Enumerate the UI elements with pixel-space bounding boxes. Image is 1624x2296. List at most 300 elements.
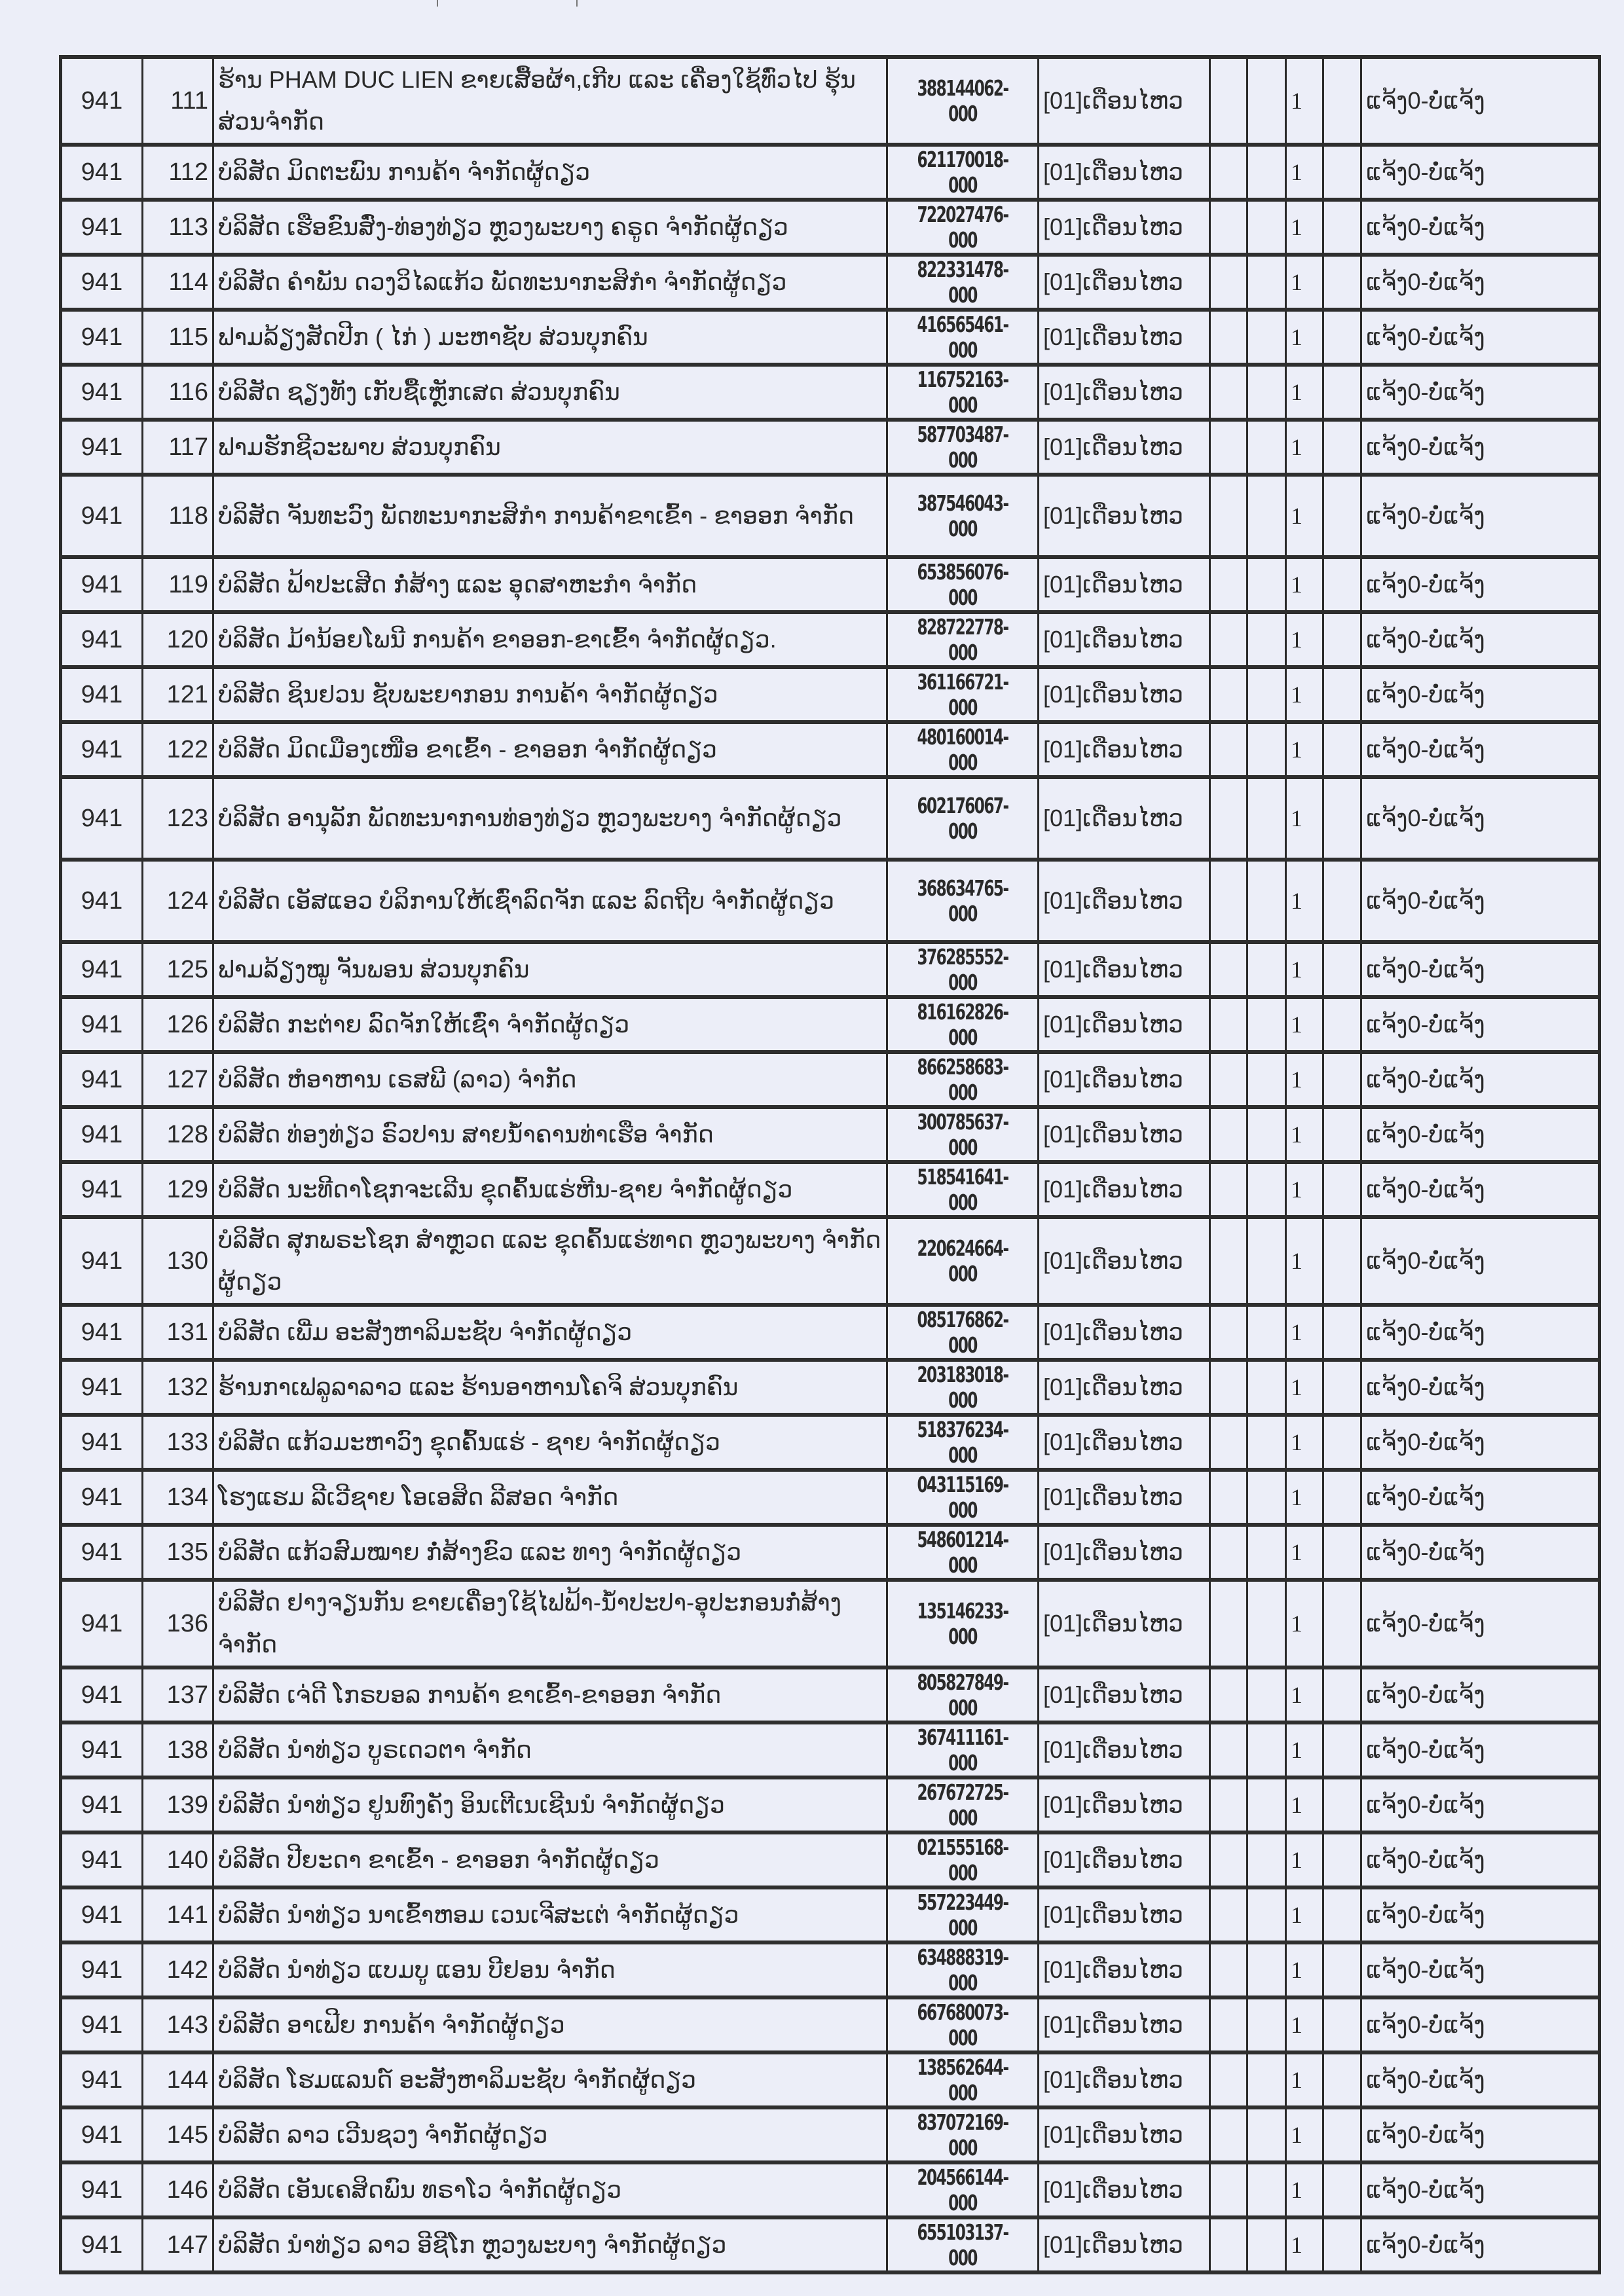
empty-cell	[1323, 667, 1361, 722]
business-name-cell: ບໍລິສັດ ນຳທ່ຽວ ນາເຂົ້າຫອມ ເວນເຈີສະເຕ່ ຈຳກັດຜູ້ດຽວ	[213, 1887, 887, 1942]
empty-cell	[1323, 365, 1361, 420]
tax-id-text: 416565461-000	[917, 312, 1008, 363]
business-name-cell: ບໍລິສັດ ມິດເມືອງເໜືອ ຂາເຂົ້າ - ຂາອອກ ຈຳກັດຜູ້ດຽວ	[213, 722, 887, 777]
sector-code-cell: 941	[61, 255, 143, 310]
sequence-number-cell: 142	[143, 1942, 213, 1997]
tax-id-cell	[887, 365, 1039, 420]
declaration-status-cell: ແຈ້ງ0-ບໍ່ແຈ້ງ	[1361, 1942, 1600, 1997]
business-name-cell: ຮ້ານ PHAM DUC LIEN ຂາຍເສື້ອຜ້າ,ເກີບ ແລະ ເຄື່ອງໃຊ້ທົ່ວໄປ ຮຸ້ນສ່ວນຈຳກັດ	[213, 57, 887, 145]
tax-id-text: 518376234-000	[917, 1417, 1008, 1468]
tax-id-cell	[887, 1470, 1039, 1525]
sequence-number-cell: 115	[143, 310, 213, 365]
sector-code-cell: 941	[61, 1470, 143, 1525]
sequence-number-cell: 130	[143, 1217, 213, 1305]
table-row	[61, 1667, 1600, 1722]
sector-code-cell: 941	[61, 1360, 143, 1415]
declaration-status-cell: ແຈ້ງ0-ບໍ່ແຈ້ງ	[1361, 475, 1600, 557]
table-row	[61, 1415, 1600, 1470]
tax-id-text: 361166721-000	[917, 669, 1008, 720]
declaration-frequency-cell: [01]ເດືອນໄຫວ	[1039, 1470, 1210, 1525]
declaration-status-cell: ແຈ້ງ0-ບໍ່ແຈ້ງ	[1361, 145, 1600, 200]
tax-id-text: 653856076-000	[917, 559, 1008, 610]
table-row	[61, 860, 1600, 942]
empty-cell	[1247, 475, 1286, 557]
business-name-cell: ບໍລິສັດ ນຳທ່ຽວ ຢູນທົງຄັງ ອິນເຕີເນເຊີນນໍ ຈຳກັດຜູ້ດຽວ	[213, 1777, 887, 1832]
table-row	[61, 1360, 1600, 1415]
business-name-cell: ບໍລິສັດ ຊຽງທັງ ເກັບຊື້ເຫຼັກເສດ ສ່ວນບຸກຄົນ	[213, 365, 887, 420]
empty-cell	[1247, 57, 1286, 145]
business-name-cell: ບໍລິສັດ ຄຳພັນ ດວງວິໄລແກ້ວ ພັດທະນາກະສິກຳ ຈຳກັດຜູ້ດຽວ	[213, 255, 887, 310]
empty-cell	[1323, 1942, 1361, 1997]
empty-cell	[1210, 1107, 1247, 1162]
table-row	[61, 1107, 1600, 1162]
empty-cell	[1323, 777, 1361, 860]
declaration-status-cell: ແຈ້ງ0-ບໍ່ແຈ້ງ	[1361, 1470, 1600, 1525]
tax-id-cell	[887, 145, 1039, 200]
table-row	[61, 2217, 1600, 2272]
sector-code-cell: 941	[61, 200, 143, 255]
business-name-cell: ບໍລິສັດ ເຈ່ດີ ໂກຣບອລ ການຄ້າ ຂາເຂົ້າ-ຂາອອກ ຈຳກັດ	[213, 1667, 887, 1722]
empty-cell	[1323, 860, 1361, 942]
business-name-cell: ໂຮງແຮມ ລີເວີຊາຍ ໂອເອສິດ ລີສອດ ຈຳກັດ	[213, 1470, 887, 1525]
business-name-cell: ບໍລິສັດ ແກ້ວສົມໝາຍ ກໍ່ສ້າງຂົວ ແລະ ທາງ ຈຳກັດຜູ້ດຽວ	[213, 1525, 887, 1580]
sequence-number-cell: 126	[143, 997, 213, 1052]
business-name-cell: ບໍລິສັດ ນຳທ່ຽວ ບູຣເດວຕາ ຈຳກັດ	[213, 1722, 887, 1777]
tax-id-text: 138562644-000	[917, 2054, 1008, 2105]
declaration-frequency-cell: [01]ເດືອນໄຫວ	[1039, 1580, 1210, 1667]
tax-id-text: 822331478-000	[917, 257, 1008, 308]
tax-id-cell	[887, 557, 1039, 612]
count-cell: 1	[1286, 557, 1323, 612]
count-cell: 1	[1286, 667, 1323, 722]
count-cell: 1	[1286, 860, 1323, 942]
table-row	[61, 2107, 1600, 2162]
count-cell: 1	[1286, 1470, 1323, 1525]
sequence-number-cell: 133	[143, 1415, 213, 1470]
tax-id-text: 548601214-000	[917, 1527, 1008, 1578]
tax-id-cell	[887, 1052, 1039, 1107]
business-name-cell: ບໍລິສັດ ປີຍະດາ ຂາເຂົ້າ - ຂາອອກ ຈຳກັດຜູ້ດຽວ	[213, 1832, 887, 1887]
tax-id-cell	[887, 1107, 1039, 1162]
declaration-status-cell: ແຈ້ງ0-ບໍ່ແຈ້ງ	[1361, 420, 1600, 475]
declaration-status-cell: ແຈ້ງ0-ບໍ່ແຈ້ງ	[1361, 722, 1600, 777]
declaration-status-cell: ແຈ້ງ0-ບໍ່ແຈ້ງ	[1361, 1777, 1600, 1832]
declaration-status-cell: ແຈ້ງ0-ບໍ່ແຈ້ງ	[1361, 1415, 1600, 1470]
empty-cell	[1247, 942, 1286, 997]
business-name-cell: ບໍລິສັດ ນຳທ່ຽວ ແບມບູ ແອນ ບີຢອນ ຈຳກັດ	[213, 1942, 887, 1997]
tax-id-text: 587703487-000	[917, 422, 1008, 473]
tax-id-text: 866258683-000	[917, 1054, 1008, 1105]
declaration-status-cell: ແຈ້ງ0-ບໍ່ແຈ້ງ	[1361, 200, 1600, 255]
empty-cell	[1247, 2107, 1286, 2162]
tax-id-text: 116752163-000	[917, 367, 1008, 418]
business-name-cell: ບໍລິສັດ ອານຸລັກ ພັດທະນາການທ່ອງທ່ຽວ ຫຼວງພະບາງ ຈຳກັດຜູ້ດຽວ	[213, 777, 887, 860]
sequence-number-cell: 118	[143, 475, 213, 557]
table-row	[61, 777, 1600, 860]
table-row	[61, 1997, 1600, 2052]
sector-code-cell: 941	[61, 777, 143, 860]
table-row	[61, 1832, 1600, 1887]
table-row	[61, 1580, 1600, 1667]
tax-id-cell	[887, 1942, 1039, 1997]
count-cell: 1	[1286, 255, 1323, 310]
sector-code-cell: 941	[61, 1525, 143, 1580]
empty-cell	[1247, 145, 1286, 200]
business-name-cell: ບໍລິສັດ ແກ້ວມະຫາວົງ ຂຸດຄົ້ນແຮ່ - ຊາຍ ຈຳກັດຜູ້ດຽວ	[213, 1415, 887, 1470]
empty-cell	[1323, 1722, 1361, 1777]
declaration-status-cell: ແຈ້ງ0-ບໍ່ແຈ້ງ	[1361, 1667, 1600, 1722]
sequence-number-cell: 140	[143, 1832, 213, 1887]
empty-cell	[1247, 777, 1286, 860]
empty-cell	[1247, 557, 1286, 612]
empty-cell	[1247, 997, 1286, 1052]
empty-cell	[1210, 1415, 1247, 1470]
empty-cell	[1247, 612, 1286, 667]
tax-id-cell	[887, 1997, 1039, 2052]
declaration-frequency-cell: [01]ເດືອນໄຫວ	[1039, 1360, 1210, 1415]
sector-code-cell: 941	[61, 722, 143, 777]
tax-id-cell	[887, 1162, 1039, 1217]
count-cell: 1	[1286, 2217, 1323, 2272]
tax-id-cell	[887, 1777, 1039, 1832]
declaration-frequency-cell: [01]ເດືອນໄຫວ	[1039, 557, 1210, 612]
tax-id-cell	[887, 2052, 1039, 2107]
count-cell: 1	[1286, 200, 1323, 255]
count-cell: 1	[1286, 1107, 1323, 1162]
declaration-status-cell: ແຈ້ງ0-ບໍ່ແຈ້ງ	[1361, 777, 1600, 860]
tax-id-text: 367411161-000	[917, 1724, 1008, 1776]
declaration-frequency-cell: [01]ເດືອນໄຫວ	[1039, 145, 1210, 200]
count-cell: 1	[1286, 1525, 1323, 1580]
table-row	[61, 667, 1600, 722]
sequence-number-cell: 122	[143, 722, 213, 777]
business-name-cell: ບໍລິສັດ ນຳທ່ຽວ ລາວ ອີຊີໂກ ຫຼວງພະບາງ ຈຳກັດຜູ້ດຽວ	[213, 2217, 887, 2272]
empty-cell	[1247, 420, 1286, 475]
empty-cell	[1210, 310, 1247, 365]
sector-code-cell: 941	[61, 1887, 143, 1942]
count-cell: 1	[1286, 1942, 1323, 1997]
empty-cell	[1210, 722, 1247, 777]
empty-cell	[1323, 200, 1361, 255]
empty-cell	[1247, 1525, 1286, 1580]
tax-id-cell	[887, 722, 1039, 777]
tax-id-text: 388144062-000	[917, 75, 1008, 126]
count-cell: 1	[1286, 2162, 1323, 2217]
tax-id-text: 602176067-000	[917, 793, 1008, 844]
sector-code-cell: 941	[61, 1777, 143, 1832]
count-cell: 1	[1286, 1162, 1323, 1217]
sector-code-cell: 941	[61, 2217, 143, 2272]
sequence-number-cell: 123	[143, 777, 213, 860]
empty-cell	[1247, 1832, 1286, 1887]
count-cell: 1	[1286, 1887, 1323, 1942]
tax-id-cell	[887, 200, 1039, 255]
declaration-frequency-cell: [01]ເດືອນໄຫວ	[1039, 310, 1210, 365]
count-cell: 1	[1286, 1360, 1323, 1415]
business-name-cell: ບໍລິສັດ ກະຕ່າຍ ລົດຈັກໃຫ້ເຊົ່າ ຈຳກັດຜູ້ດຽວ	[213, 997, 887, 1052]
tax-id-cell	[887, 777, 1039, 860]
tax-id-cell	[887, 2107, 1039, 2162]
sequence-number-cell: 134	[143, 1470, 213, 1525]
count-cell: 1	[1286, 1777, 1323, 1832]
count-cell: 1	[1286, 1722, 1323, 1777]
empty-cell	[1323, 1305, 1361, 1360]
empty-cell	[1210, 612, 1247, 667]
empty-cell	[1323, 310, 1361, 365]
empty-cell	[1247, 1942, 1286, 1997]
empty-cell	[1210, 1942, 1247, 1997]
empty-cell	[1247, 1997, 1286, 2052]
declaration-frequency-cell: [01]ເດືອນໄຫວ	[1039, 2052, 1210, 2107]
table-row	[61, 2162, 1600, 2217]
empty-cell	[1247, 1305, 1286, 1360]
count-cell: 1	[1286, 365, 1323, 420]
declaration-status-cell: ແຈ້ງ0-ບໍ່ແຈ້ງ	[1361, 2052, 1600, 2107]
table-row	[61, 255, 1600, 310]
count-cell: 1	[1286, 420, 1323, 475]
table-row	[61, 2052, 1600, 2107]
empty-cell	[1247, 365, 1286, 420]
tax-id-text: 368634765-000	[917, 875, 1008, 926]
empty-cell	[1210, 1470, 1247, 1525]
tax-id-text: 387546043-000	[917, 490, 1008, 541]
sector-code-cell: 941	[61, 1997, 143, 2052]
empty-cell	[1210, 1997, 1247, 2052]
tax-id-cell	[887, 1525, 1039, 1580]
tax-id-cell	[887, 1580, 1039, 1667]
empty-cell	[1210, 1052, 1247, 1107]
sector-code-cell: 941	[61, 1415, 143, 1470]
empty-cell	[1323, 1052, 1361, 1107]
empty-cell	[1210, 475, 1247, 557]
declaration-status-cell: ແຈ້ງ0-ບໍ່ແຈ້ງ	[1361, 1525, 1600, 1580]
sector-code-cell: 941	[61, 475, 143, 557]
declaration-status-cell: ແຈ້ງ0-ບໍ່ແຈ້ງ	[1361, 1162, 1600, 1217]
empty-cell	[1323, 1997, 1361, 2052]
table-row	[61, 557, 1600, 612]
empty-cell	[1323, 57, 1361, 145]
empty-cell	[1247, 722, 1286, 777]
declaration-status-cell: ແຈ້ງ0-ບໍ່ແຈ້ງ	[1361, 997, 1600, 1052]
empty-cell	[1247, 1217, 1286, 1305]
tax-id-text: 135146233-000	[917, 1598, 1008, 1649]
sequence-number-cell: 128	[143, 1107, 213, 1162]
count-cell: 1	[1286, 942, 1323, 997]
tax-id-text: 655103137-000	[917, 2219, 1008, 2270]
empty-cell	[1210, 1887, 1247, 1942]
empty-cell	[1210, 255, 1247, 310]
empty-cell	[1210, 2162, 1247, 2217]
empty-cell	[1323, 2107, 1361, 2162]
declaration-frequency-cell: [01]ເດືອນໄຫວ	[1039, 667, 1210, 722]
tax-id-text: 203183018-000	[917, 1362, 1008, 1413]
empty-cell	[1247, 2217, 1286, 2272]
business-name-cell: ບໍລິສັດ ເຮືອຂົນສົ່ງ-ທ່ອງທ່ຽວ ຫຼວງພະບາງ ຄຣູດ ຈຳກັດຜູ້ດຽວ	[213, 200, 887, 255]
tax-id-cell	[887, 1415, 1039, 1470]
empty-cell	[1247, 1052, 1286, 1107]
sector-code-cell: 941	[61, 2052, 143, 2107]
count-cell: 1	[1286, 1667, 1323, 1722]
empty-cell	[1323, 1887, 1361, 1942]
sequence-number-cell: 129	[143, 1162, 213, 1217]
tax-id-text: 220624664-000	[917, 1235, 1008, 1286]
sector-code-cell: 941	[61, 1580, 143, 1667]
declaration-frequency-cell: [01]ເດືອນໄຫວ	[1039, 200, 1210, 255]
empty-cell	[1247, 200, 1286, 255]
declaration-frequency-cell: [01]ເດືອນໄຫວ	[1039, 1162, 1210, 1217]
business-name-cell: ຟາມລ້ຽງໝູ ຈັນພອນ ສ່ວນບຸກຄົນ	[213, 942, 887, 997]
table-row	[61, 475, 1600, 557]
empty-cell	[1210, 1722, 1247, 1777]
sector-code-cell: 941	[61, 1667, 143, 1722]
declaration-status-cell: ແຈ້ງ0-ບໍ່ແຈ້ງ	[1361, 860, 1600, 942]
tax-id-text: 043115169-000	[917, 1472, 1008, 1523]
empty-cell	[1323, 2217, 1361, 2272]
empty-cell	[1247, 1580, 1286, 1667]
sequence-number-cell: 135	[143, 1525, 213, 1580]
tax-id-cell	[887, 1667, 1039, 1722]
table-row	[61, 1470, 1600, 1525]
empty-cell	[1247, 1470, 1286, 1525]
sector-code-cell: 941	[61, 57, 143, 145]
empty-cell	[1323, 1360, 1361, 1415]
tax-id-cell	[887, 667, 1039, 722]
tax-id-text: 805827849-000	[917, 1669, 1008, 1721]
declaration-frequency-cell: [01]ເດືອນໄຫວ	[1039, 365, 1210, 420]
sector-code-cell: 941	[61, 942, 143, 997]
sequence-number-cell: 116	[143, 365, 213, 420]
count-cell: 1	[1286, 1832, 1323, 1887]
tax-id-text: 267672725-000	[917, 1779, 1008, 1831]
declaration-status-cell: ແຈ້ງ0-ບໍ່ແຈ້ງ	[1361, 1722, 1600, 1777]
empty-cell	[1247, 1360, 1286, 1415]
sector-code-cell: 941	[61, 2162, 143, 2217]
tax-id-text: 300785637-000	[917, 1109, 1008, 1160]
empty-cell	[1323, 1777, 1361, 1832]
empty-cell	[1247, 1107, 1286, 1162]
declaration-status-cell: ແຈ້ງ0-ບໍ່ແຈ້ງ	[1361, 1217, 1600, 1305]
count-cell: 1	[1286, 612, 1323, 667]
sequence-number-cell: 147	[143, 2217, 213, 2272]
empty-cell	[1323, 1667, 1361, 1722]
tax-id-cell	[887, 2217, 1039, 2272]
business-name-cell: ບໍລິສັດ ເອັສແອວ ບໍລິການໃຫ້ເຊົ່າລົດຈັກ ແລະ ລົດຖີບ ຈຳກັດຜູ້ດຽວ	[213, 860, 887, 942]
tax-id-cell	[887, 2162, 1039, 2217]
declaration-status-cell: ແຈ້ງ0-ບໍ່ແຈ້ງ	[1361, 2217, 1600, 2272]
empty-cell	[1323, 722, 1361, 777]
count-cell: 1	[1286, 310, 1323, 365]
empty-cell	[1247, 860, 1286, 942]
sequence-number-cell: 113	[143, 200, 213, 255]
empty-cell	[1210, 1360, 1247, 1415]
empty-cell	[1210, 1305, 1247, 1360]
count-cell: 1	[1286, 2107, 1323, 2162]
tax-id-cell	[887, 1722, 1039, 1777]
table-row	[61, 1305, 1600, 1360]
declaration-status-cell: ແຈ້ງ0-ບໍ່ແຈ້ງ	[1361, 2107, 1600, 2162]
tax-id-cell	[887, 612, 1039, 667]
sector-code-cell: 941	[61, 557, 143, 612]
sequence-number-cell: 112	[143, 145, 213, 200]
sector-code-cell: 941	[61, 420, 143, 475]
sector-code-cell: 941	[61, 1832, 143, 1887]
declaration-status-cell: ແຈ້ງ0-ບໍ່ແຈ້ງ	[1361, 1360, 1600, 1415]
declaration-status-cell: ແຈ້ງ0-ບໍ່ແຈ້ງ	[1361, 1580, 1600, 1667]
declaration-status-cell: ແຈ້ງ0-ບໍ່ແຈ້ງ	[1361, 2162, 1600, 2217]
empty-cell	[1210, 942, 1247, 997]
tax-id-text: 634888319-000	[917, 1944, 1008, 1995]
tax-id-text: 837072169-000	[917, 2109, 1008, 2160]
count-cell: 1	[1286, 57, 1323, 145]
table-row	[61, 310, 1600, 365]
sequence-number-cell: 139	[143, 1777, 213, 1832]
business-name-cell: ຟາມລ້ຽງສັດປີກ ( ໄກ່ ) ມະຫາຊັບ ສ່ວນບຸກຄົນ	[213, 310, 887, 365]
tax-id-cell	[887, 860, 1039, 942]
tax-id-cell	[887, 255, 1039, 310]
empty-cell	[1323, 2162, 1361, 2217]
sector-code-cell: 941	[61, 310, 143, 365]
declaration-status-cell: ແຈ້ງ0-ບໍ່ແຈ້ງ	[1361, 667, 1600, 722]
empty-cell	[1247, 1162, 1286, 1217]
declaration-frequency-cell: [01]ເດືອນໄຫວ	[1039, 1887, 1210, 1942]
sector-code-cell: 941	[61, 2107, 143, 2162]
empty-cell	[1210, 1162, 1247, 1217]
sector-code-cell: 941	[61, 1305, 143, 1360]
tax-id-cell	[887, 420, 1039, 475]
empty-cell	[1323, 612, 1361, 667]
sector-code-cell: 941	[61, 1942, 143, 1997]
sequence-number-cell: 111	[143, 57, 213, 145]
tax-id-cell	[887, 942, 1039, 997]
declaration-frequency-cell: [01]ເດືອນໄຫວ	[1039, 942, 1210, 997]
declaration-frequency-cell: [01]ເດືອນໄຫວ	[1039, 1942, 1210, 1997]
empty-cell	[1210, 2107, 1247, 2162]
declaration-status-cell: ແຈ້ງ0-ບໍ່ແຈ້ງ	[1361, 1107, 1600, 1162]
sequence-number-cell: 145	[143, 2107, 213, 2162]
declaration-frequency-cell: [01]ເດືອນໄຫວ	[1039, 1722, 1210, 1777]
table-row	[61, 1162, 1600, 1217]
empty-cell	[1210, 1777, 1247, 1832]
declaration-frequency-cell: [01]ເດືອນໄຫວ	[1039, 1305, 1210, 1360]
declaration-frequency-cell: [01]ເດືອນໄຫວ	[1039, 722, 1210, 777]
table-row	[61, 1217, 1600, 1305]
empty-cell	[1210, 1832, 1247, 1887]
empty-cell	[1247, 1777, 1286, 1832]
declaration-status-cell: ແຈ້ງ0-ບໍ່ແຈ້ງ	[1361, 557, 1600, 612]
empty-cell	[1210, 557, 1247, 612]
sequence-number-cell: 146	[143, 2162, 213, 2217]
declaration-frequency-cell: [01]ເດືອນໄຫວ	[1039, 420, 1210, 475]
count-cell: 1	[1286, 777, 1323, 860]
table-row	[61, 1722, 1600, 1777]
empty-cell	[1323, 255, 1361, 310]
business-name-cell: ບໍລິສັດ ມິດຕະພົນ ການຄ້າ ຈຳກັດຜູ້ດຽວ	[213, 145, 887, 200]
empty-cell	[1323, 942, 1361, 997]
business-name-cell: ບໍລິສັດ ທ່ອງທ່ຽວ ຣົວປານ ສາຍນ້ຳຄານທ່າເຮືອ ຈຳກັດ	[213, 1107, 887, 1162]
tax-id-cell	[887, 997, 1039, 1052]
empty-cell	[1210, 200, 1247, 255]
declaration-frequency-cell: [01]ເດືອນໄຫວ	[1039, 1832, 1210, 1887]
declaration-status-cell: ແຈ້ງ0-ບໍ່ແຈ້ງ	[1361, 1052, 1600, 1107]
sector-code-cell: 941	[61, 1162, 143, 1217]
sector-code-cell: 941	[61, 1107, 143, 1162]
sector-code-cell: 941	[61, 1722, 143, 1777]
tax-id-text: 376285552-000	[917, 944, 1008, 995]
declaration-status-cell: ແຈ້ງ0-ບໍ່ແຈ້ງ	[1361, 365, 1600, 420]
empty-cell	[1323, 145, 1361, 200]
tax-id-cell	[887, 1217, 1039, 1305]
sector-code-cell: 941	[61, 997, 143, 1052]
